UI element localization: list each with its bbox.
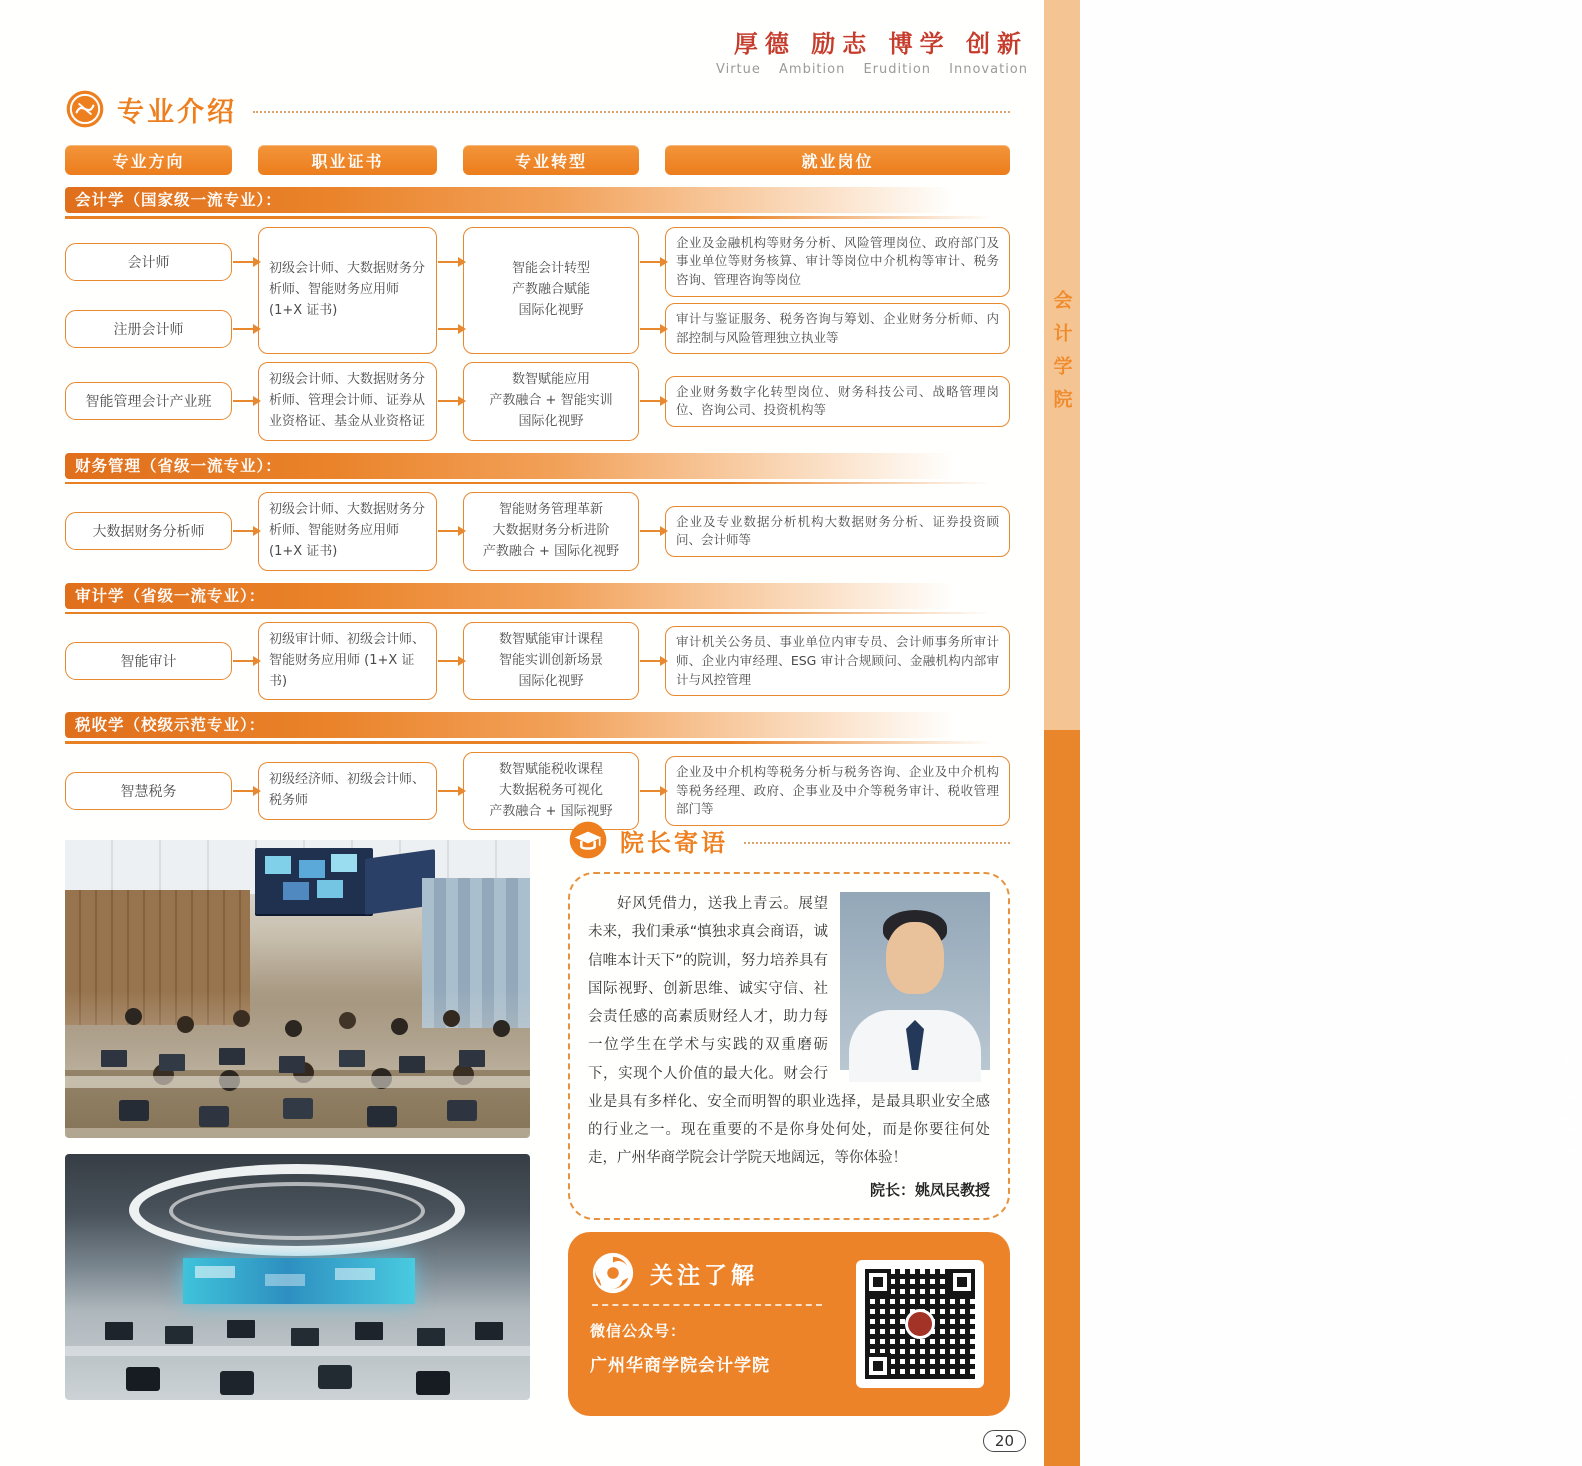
flow-arrow-icon <box>233 328 259 330</box>
transform-line: 产教融合 + 国际视野 <box>489 803 613 819</box>
page-title-row <box>65 87 1010 131</box>
dean-message-box <box>568 872 1010 1220</box>
qr-center-seal <box>905 1309 935 1339</box>
flow-arrow-icon <box>438 261 464 263</box>
major-box: 大数据财务分析师 <box>65 512 232 550</box>
jobs-box: 企业及专业数据分析机构大数据财务分析、证券投资顾问、会计师等 <box>665 506 1010 558</box>
qr-pattern <box>865 1269 975 1379</box>
column-header-jobs: 就业岗位 <box>665 145 1010 175</box>
jobs-box: 审计机关公务员、事业单位内审专员、会计师事务所审计师、企业内审经理、ESG 审计合规顾问、金融机构内部审计与风控管理 <box>665 626 1010 696</box>
photo-screen-glow <box>265 856 291 874</box>
flow-arrow-icon <box>640 790 666 792</box>
transform-line: 产教融合 + 国际化视野 <box>482 543 620 559</box>
certificate-box: 初级会计师、大数据财务分析师、智能财务应用师 (1+X 证书) <box>258 492 437 570</box>
page-title: 专业介绍 <box>117 96 237 128</box>
transform-line: 智能财务管理革新 <box>498 502 603 518</box>
photo-students <box>125 1008 142 1025</box>
transform-line: 数智赋能应用 <box>511 372 590 388</box>
photo-desk-band <box>65 1076 530 1088</box>
transform-box <box>463 622 639 700</box>
dashed-divider <box>592 1304 822 1306</box>
photo-desk-band <box>65 1128 530 1138</box>
sidebar-label-college: 会计学院 <box>1050 290 1073 422</box>
photo-desk-band <box>65 1346 530 1356</box>
photo-monitors <box>101 1050 127 1067</box>
qr-finder-icon <box>865 1269 891 1295</box>
column-header-certificate: 职业证书 <box>258 145 437 175</box>
wechat-qr-code <box>856 1260 984 1388</box>
photo-midtone <box>65 990 530 1070</box>
flow-arrow-icon <box>640 530 666 532</box>
flow-arrow-icon <box>233 400 259 402</box>
flow-audit <box>65 622 1010 700</box>
wechat-account-name: 广州华商学院会计学院 <box>590 1356 770 1376</box>
dean-title-row <box>568 818 1010 862</box>
section-title-finance: 财务管理（省级一流专业）： <box>65 453 1010 479</box>
section-title-accounting: 会计学（国家级一流专业）： <box>65 187 1010 213</box>
sidebar-label-welcome: 欢迎报考 <box>1556 1048 1579 1180</box>
graduation-cap-icon <box>568 820 608 860</box>
flow-arrow-icon <box>233 790 259 792</box>
major-box: 会计师 <box>65 243 232 281</box>
jobs-box: 审计与鉴证服务、税务咨询与筹划、企业财务分析师、内部控制与风险管理独立执业等 <box>665 303 1010 355</box>
classroom-photo <box>65 840 530 1138</box>
motto-english: Virtue Ambition Erudition Innovation <box>715 62 1028 77</box>
transform-line: 国际化视野 <box>518 302 584 318</box>
flow-arrow-icon <box>233 261 259 263</box>
follow-title: 关注了解 <box>650 1262 758 1289</box>
major-box: 智能管理会计产业班 <box>65 382 232 420</box>
column-header-direction: 专业方向 <box>65 145 232 175</box>
school-motto <box>65 24 1028 77</box>
dean-section-title: 院长寄语 <box>620 828 728 857</box>
column-header-transform: 专业转型 <box>463 145 639 175</box>
flow-arrow-icon <box>438 790 464 792</box>
transform-line: 数智赋能审计课程 <box>498 632 603 648</box>
transform-box <box>463 362 639 440</box>
transform-line: 产教融合赋能 <box>511 281 590 297</box>
column-header-row <box>65 145 1010 175</box>
sidebar-strip-bottom <box>1044 730 1579 1466</box>
certificate-box: 初级会计师、大数据财务分析师、智能财务应用师 (1+X 证书) <box>258 227 437 355</box>
flow-arrow-icon <box>438 660 464 662</box>
transform-line: 产教融合 + 智能实训 <box>489 393 613 409</box>
dotted-divider <box>253 111 1010 113</box>
dean-message-text: 好风凭借力，送我上青云。展望未来，我们秉承“慎独求真会商语，诚信唯本计天下”的院训，努力培养具有国际视野、创新思维、诚实守信、社会责任感的高素质财经人才，助力每一位学生在学术与实践的双重磨砺下，实现个人价值的最大化。财会行业是具有多样化、安全而明智的职业选择，是最具职业安全感的行业之一。现在重要的不是你身处何处，而是你要往何处走，广州华商学院会计学院天地阔远，等你体验！ <box>588 896 990 1167</box>
flow-arrow-icon <box>233 660 259 662</box>
flow-arrow-icon <box>640 261 666 263</box>
photo-screen-wall <box>183 1258 415 1304</box>
certificate-box: 初级经济师、初级会计师、税务师 <box>258 762 437 820</box>
certificate-box: 初级审计师、初级会计师、智能财务应用师 (1+X 证书) <box>258 622 437 700</box>
flow-arrow-icon <box>640 660 666 662</box>
jobs-box: 企业及金融机构等财务分析、风险管理岗位、政府部门及事业单位等财务核算、审计等岗位中介机构等审计、税务咨询、管理咨询等岗位 <box>665 227 1010 297</box>
photo-screen-glow <box>195 1266 235 1278</box>
page-content <box>65 0 1028 830</box>
bottom-area <box>65 818 1010 1416</box>
transform-box <box>463 492 639 570</box>
transform-box <box>463 227 639 355</box>
swirl-logo-icon <box>590 1250 636 1296</box>
section-rule <box>65 612 1010 615</box>
portrait-face <box>886 922 944 994</box>
dotted-divider <box>744 842 1010 844</box>
major-box: 智能审计 <box>65 642 232 680</box>
jobs-box: 企业及中介机构等税务分析与税务咨询、企业及中介机构等税务经理、政府、企事业及中介等税务审计、税收管理部门等 <box>665 756 1010 826</box>
dean-signature: 院长：姚凤民教授 <box>869 1180 990 1199</box>
sidebar-strip-top <box>1044 0 1080 730</box>
transform-line: 智能实训创新场景 <box>498 652 603 668</box>
flow-arrow-icon <box>438 530 464 532</box>
qr-finder-icon <box>865 1353 891 1379</box>
transform-line: 智能会计转型 <box>511 261 590 277</box>
flow-arrow-icon <box>640 400 666 402</box>
transform-line: 国际化视野 <box>518 413 584 429</box>
major-box: 注册会计师 <box>65 310 232 348</box>
flow-arrow-icon <box>640 328 666 330</box>
flow-arrow-icon <box>233 530 259 532</box>
transform-line: 大数据财务分析进阶 <box>492 522 610 538</box>
motto-chinese: 厚德 励志 博学 创新 <box>733 29 1028 58</box>
photo-column <box>65 840 530 1416</box>
section-rule <box>65 482 1010 485</box>
transform-line: 数智赋能税收课程 <box>498 761 603 777</box>
section-title-audit: 审计学（省级一流专业）： <box>65 583 1010 609</box>
flow-arrow-icon <box>438 400 464 402</box>
major-box: 智慧税务 <box>65 772 232 810</box>
photo-monitors <box>105 1322 133 1340</box>
flow-accounting-group1 <box>65 227 1010 355</box>
flow-arrow-icon <box>438 328 464 330</box>
section-rule <box>65 741 1010 744</box>
lab-photo <box>65 1154 530 1400</box>
wechat-label: 微信公众号： <box>590 1322 687 1340</box>
jobs-box: 企业财务数字化转型岗位、财务科技公司、战略管理岗位、咨询公司、投资机构等 <box>665 376 1010 428</box>
certificate-box: 初级会计师、大数据财务分析师、管理会计师、证券从业资格证、基金从业资格证 <box>258 362 437 440</box>
transform-line: 大数据税务可视化 <box>498 782 603 798</box>
qr-finder-icon <box>949 1269 975 1295</box>
follow-box <box>568 1232 1010 1416</box>
dean-column <box>568 818 1010 1416</box>
section-title-tax: 税收学（校级示范专业）： <box>65 712 1010 738</box>
photo-ceiling-ring <box>169 1182 425 1240</box>
transform-line: 国际化视野 <box>518 673 584 689</box>
flow-finance <box>65 492 1010 570</box>
flow-accounting-group2 <box>65 362 1010 440</box>
section-rule <box>65 216 1010 219</box>
dean-portrait <box>840 892 990 1070</box>
school-logo-icon <box>65 89 105 129</box>
page-number: 20 <box>983 1430 1026 1452</box>
